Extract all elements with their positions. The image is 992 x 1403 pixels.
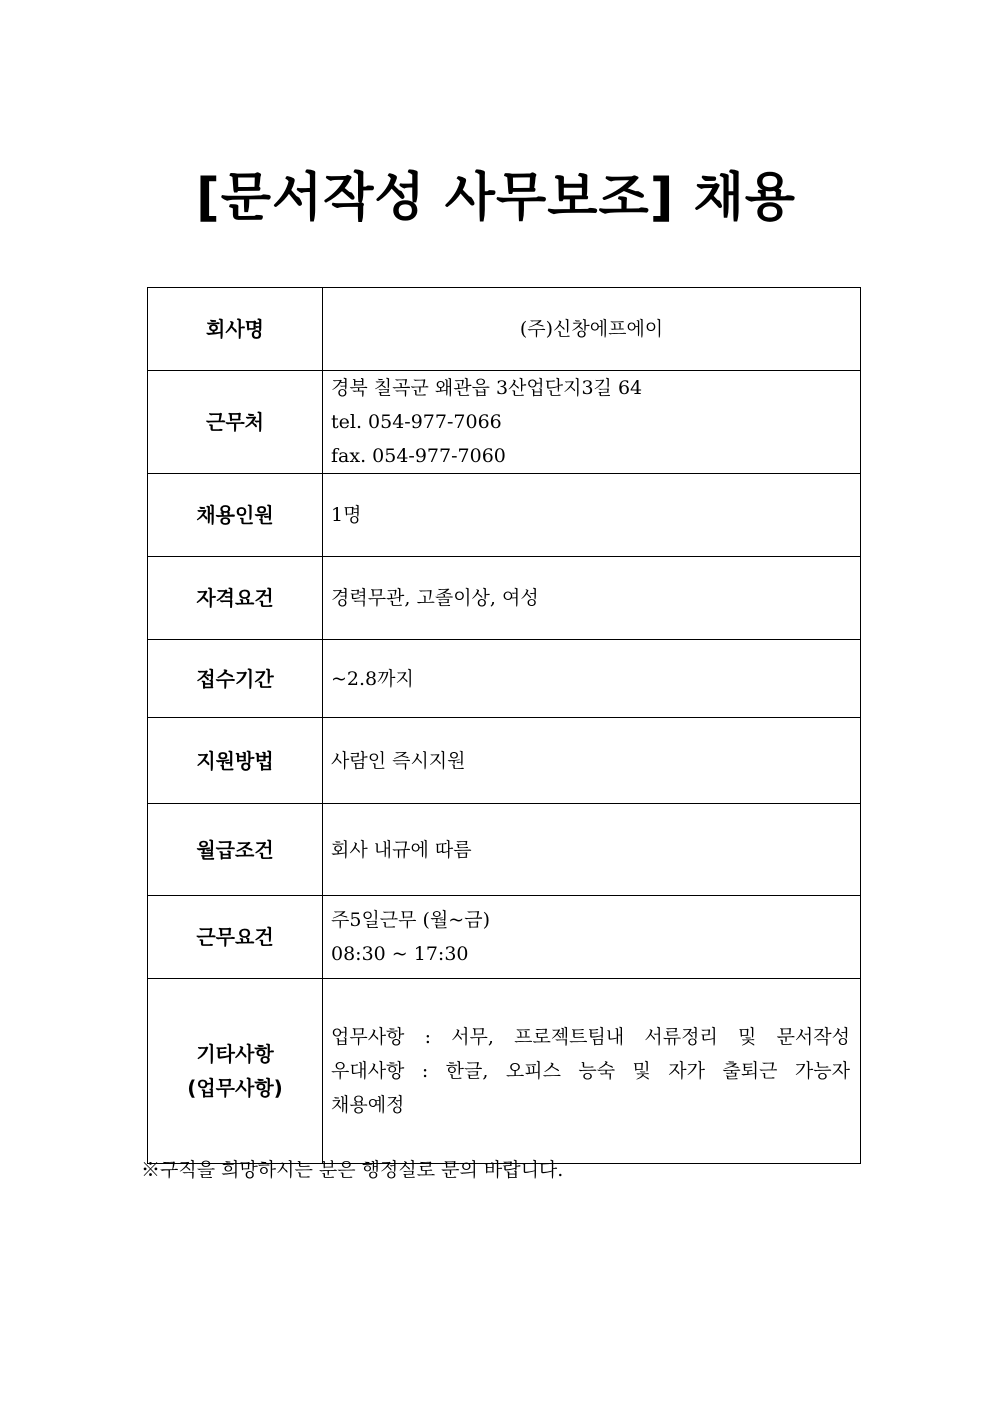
preferences-text: 우대사항 : 한글, 오피스 능숙 및 자가 출퇴근 가능자 bbox=[331, 1060, 850, 1082]
label-qualifications: 자격요건 bbox=[148, 557, 323, 640]
table-row-working-conditions bbox=[148, 896, 861, 979]
workplace-fax: fax. 054-977-7060 bbox=[331, 445, 506, 467]
value-working-conditions bbox=[323, 896, 861, 979]
label-other-details-title: 기타사항 bbox=[196, 1042, 274, 1066]
hiring-plan-text: 채용예정 bbox=[331, 1094, 405, 1116]
table-row-salary bbox=[148, 804, 861, 896]
value-company-name bbox=[323, 288, 861, 371]
table-row-application-period bbox=[148, 640, 861, 718]
headcount-text: 1명 bbox=[331, 504, 362, 526]
contact-footnote: ※구직을 희망하시는 분은 행정실로 문의 바랍니다. bbox=[141, 1159, 564, 1181]
label-application-method: 지원방법 bbox=[148, 718, 323, 804]
value-workplace bbox=[323, 371, 861, 474]
working-hours-text: 08:30 ~ 17:30 bbox=[331, 943, 469, 965]
qualifications-text: 경력무관, 고졸이상, 여성 bbox=[331, 587, 539, 609]
company-name-text: (주)신창에프에이 bbox=[519, 318, 664, 340]
label-salary: 월급조건 bbox=[148, 804, 323, 896]
value-qualifications bbox=[323, 557, 861, 640]
application-method-text: 사람인 즉시지원 bbox=[331, 749, 466, 772]
salary-text: 회사 내규에 따름 bbox=[331, 838, 472, 861]
value-salary bbox=[323, 804, 861, 896]
value-application-period bbox=[323, 640, 861, 718]
value-headcount bbox=[323, 474, 861, 557]
working-days-text: 주5일근무 (월~금) bbox=[331, 909, 490, 931]
table-row-company bbox=[148, 288, 861, 371]
table-row-other-details bbox=[148, 979, 861, 1164]
duties-text: 업무사항 : 서무, 프로젝트팀내 서류정리 및 문서작성 bbox=[331, 1026, 850, 1048]
label-company-name: 회사명 bbox=[148, 288, 323, 371]
label-working-conditions: 근무요건 bbox=[148, 896, 323, 979]
recruitment-info-table bbox=[147, 287, 861, 1164]
workplace-address: 경북 칠곡군 왜관읍 3산업단지3길 64 bbox=[331, 377, 643, 399]
label-other-details-subtitle: (업무사항) bbox=[187, 1076, 283, 1100]
value-application-method bbox=[323, 718, 861, 804]
value-other-details bbox=[323, 979, 861, 1164]
table-row-workplace bbox=[148, 371, 861, 474]
label-workplace: 근무처 bbox=[148, 371, 323, 474]
label-other-details bbox=[148, 979, 323, 1164]
label-headcount: 채용인원 bbox=[148, 474, 323, 557]
application-period-text: ~2.8까지 bbox=[331, 667, 414, 690]
table-row-headcount bbox=[148, 474, 861, 557]
page-title: [문서작성 사무보조] 채용 bbox=[195, 168, 797, 228]
table-row-qualifications bbox=[148, 557, 861, 640]
table-row-application-method bbox=[148, 718, 861, 804]
label-application-period: 접수기간 bbox=[148, 640, 323, 718]
workplace-tel: tel. 054-977-7066 bbox=[331, 411, 502, 433]
